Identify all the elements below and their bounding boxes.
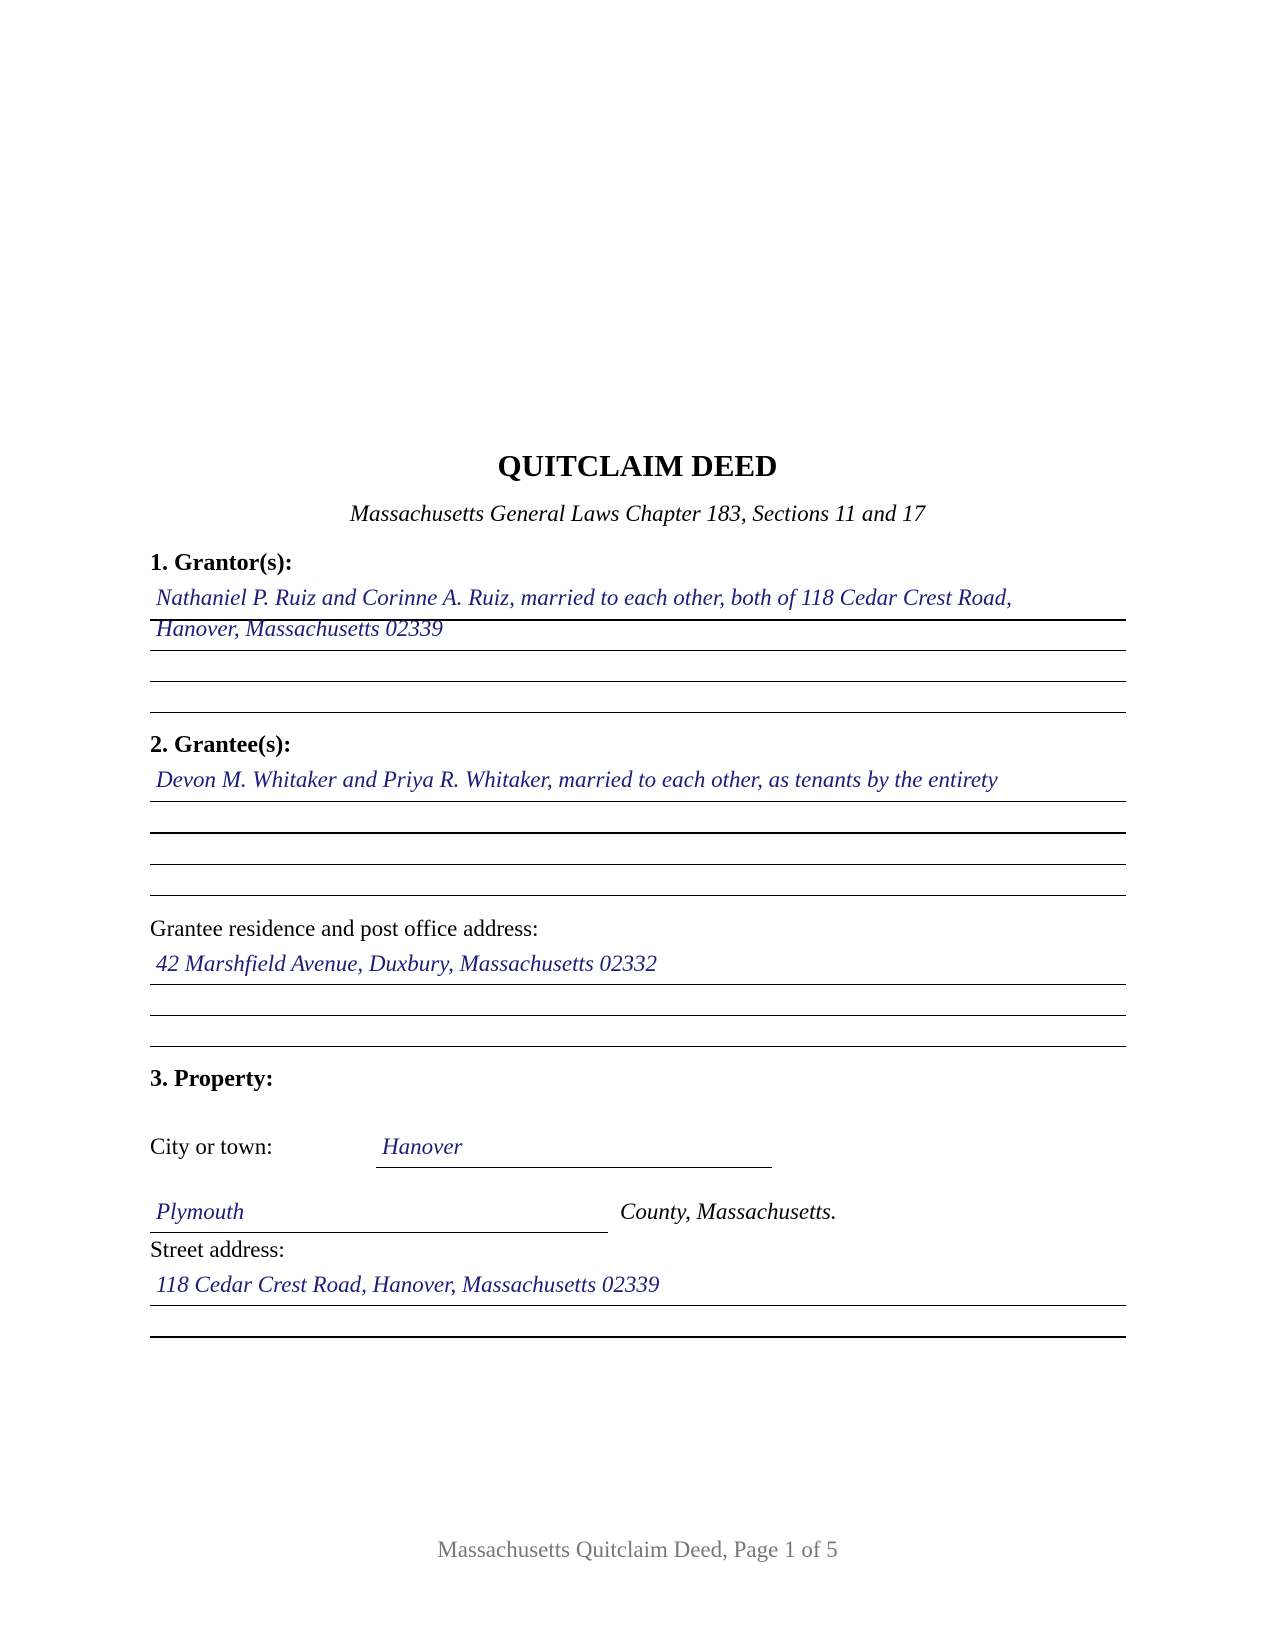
grantee-line-2 — [150, 832, 1126, 834]
grantor-line-1-text: Nathaniel P. Ruiz and Corinne A. Ruiz, married to each other, both of 118 Cedar Crest Road, — [156, 585, 1012, 610]
grantee-line-1-text: Devon M. Whitaker and Priya R. Whitaker, married to each other, as tenants by the entirety — [156, 767, 998, 792]
grantee-heading: 2. Grantee(s): — [150, 732, 292, 758]
grantor-line-2-text: Hanover, Massachusetts 02339 — [156, 616, 443, 641]
street-line-1 — [150, 1305, 1126, 1306]
page-footer: Massachusetts Quitclaim Deed, Page 1 of 5 — [437, 1537, 838, 1562]
property-heading: 3. Property: — [150, 1066, 274, 1092]
grantee-line-1 — [150, 801, 1126, 802]
grantor-heading: 1. Grantor(s): — [150, 550, 293, 576]
county-value: Plymouth — [156, 1199, 245, 1224]
grantee-address-line-2 — [150, 1015, 1126, 1016]
grantee-line-3 — [150, 864, 1126, 865]
street-label: Street address: — [150, 1237, 285, 1262]
document-subtitle: Massachusetts General Laws Chapter 183, Sections 11 and 17 — [349, 501, 926, 526]
grantee-address-line-3 — [150, 1046, 1126, 1047]
grantor-line-4 — [150, 712, 1126, 713]
city-line — [376, 1167, 772, 1168]
grantor-line-2 — [150, 650, 1126, 651]
street-value: 118 Cedar Crest Road, Hanover, Massachusetts 02339 — [156, 1272, 660, 1297]
document-title: QUITCLAIM DEED — [497, 448, 778, 483]
grantee-address-line-1 — [150, 984, 1126, 985]
grantee-address-line-1-text: 42 Marshfield Avenue, Duxbury, Massachusetts 02332 — [156, 951, 658, 976]
grantor-line-3 — [150, 681, 1126, 682]
grantee-line-4 — [150, 895, 1126, 896]
street-line-2 — [150, 1336, 1126, 1338]
county-suffix: County, Massachusetts. — [620, 1199, 837, 1224]
city-label: City or town: — [150, 1134, 273, 1159]
city-value: Hanover — [382, 1134, 463, 1159]
county-line — [150, 1232, 608, 1233]
grantee-address-label: Grantee residence and post office address: — [150, 916, 539, 941]
